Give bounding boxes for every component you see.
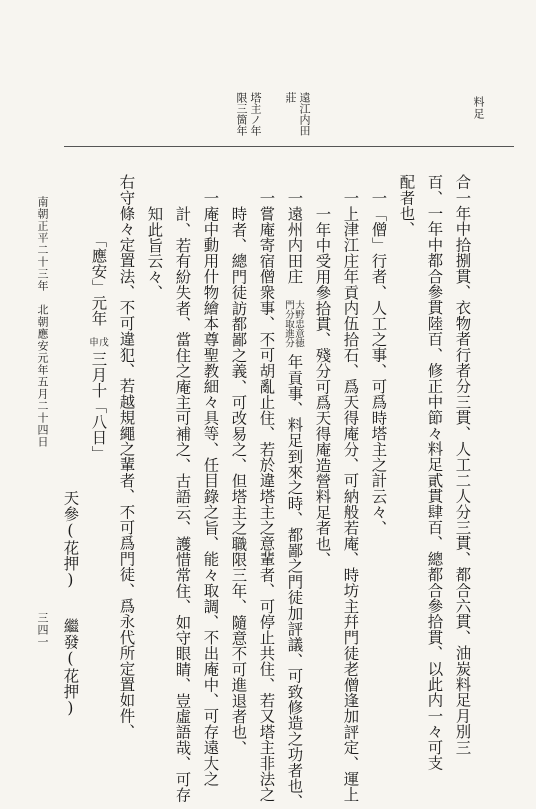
page-number: 三四一 bbox=[36, 612, 49, 648]
date-era: 「應安」元年 bbox=[89, 232, 108, 327]
text-column-3: 配者也、 bbox=[397, 174, 416, 237]
page-title: 料足 bbox=[472, 96, 485, 120]
inline-note-b: 門分取進分 bbox=[282, 300, 294, 348]
signature-keihatsu: 繼發(花押) bbox=[61, 618, 80, 718]
text-column-7-rest: 年貢事、料足到來之時、都鄙之門徒加評議、可致修造之功者也、 bbox=[285, 354, 304, 809]
inline-note-a: 大野忠意徳 bbox=[292, 300, 304, 348]
text-column-2: 百、一年中都合參貫陸百、修正中節々料足貳貫肆百、總都合參拾貫、以此内一々可支 bbox=[425, 174, 444, 771]
text-column-4: 一「僧」行者、人工之事、可爲時塔主之計云々、 bbox=[369, 190, 388, 536]
text-column-5: 一上津江庄年貢内伍拾石、爲天得庵分、可納般若庵、時坊主幷門徒老僧逢加評定、運上 bbox=[341, 190, 360, 803]
side-note-estate-suffix: 莊 bbox=[284, 92, 297, 103]
text-column-13: 右守條々定置法、不可違犯、若越規繩之輩者、不可爲門徒、爲永代所定置如件、 bbox=[117, 174, 136, 740]
signature-tensan: 天參(花押) bbox=[61, 490, 80, 590]
text-column-8: 一嘗庵寄宿僧衆事、不可胡亂止住、若於違塔主之意輩者、可停止共住、若又塔主非法之 bbox=[257, 190, 276, 803]
side-note-estate: 遠江内田 bbox=[298, 92, 311, 136]
header-rule bbox=[64, 146, 514, 147]
text-column-9: 時者、總門徒訪都鄙之義、可改易之、但塔主之職限三年、隨意不可進退者也、 bbox=[229, 206, 248, 756]
text-column-12: 知此旨云々、 bbox=[145, 206, 164, 301]
text-column-10: 一庵中動用什物繪本尊聖教細々具等、任目錄之旨、能々取調、不出庵中、可存遠大之 bbox=[201, 190, 220, 787]
text-column-11: 計、若有紛失者、當住之庵主可補之、古語云、護惜常住、如守眼睛、豈虛語哉、可存 bbox=[173, 206, 192, 803]
text-column-7-head: 一遠州内田庄 bbox=[285, 190, 304, 285]
date-zodiac-2: 申 bbox=[86, 337, 98, 347]
side-note-years: 限三箇年 bbox=[235, 92, 248, 136]
footer-date-note: 南朝正平二十三年 北朝應安元年五月二十四日 bbox=[36, 196, 49, 448]
date-day: 三月十「八日」 bbox=[89, 351, 108, 461]
text-column-6: 一年中受用參拾貫、殘分可爲天得庵造營料足者也、 bbox=[313, 206, 332, 568]
date-zodiac-1: 戊 bbox=[96, 337, 108, 347]
text-column-1: 合一年中拾捌貫、衣物者行者分三貫、人工二人分三貫、都合六貫、油炭料足月別三 bbox=[453, 174, 472, 755]
side-note-tenure: 塔主ノ年 bbox=[249, 92, 262, 136]
